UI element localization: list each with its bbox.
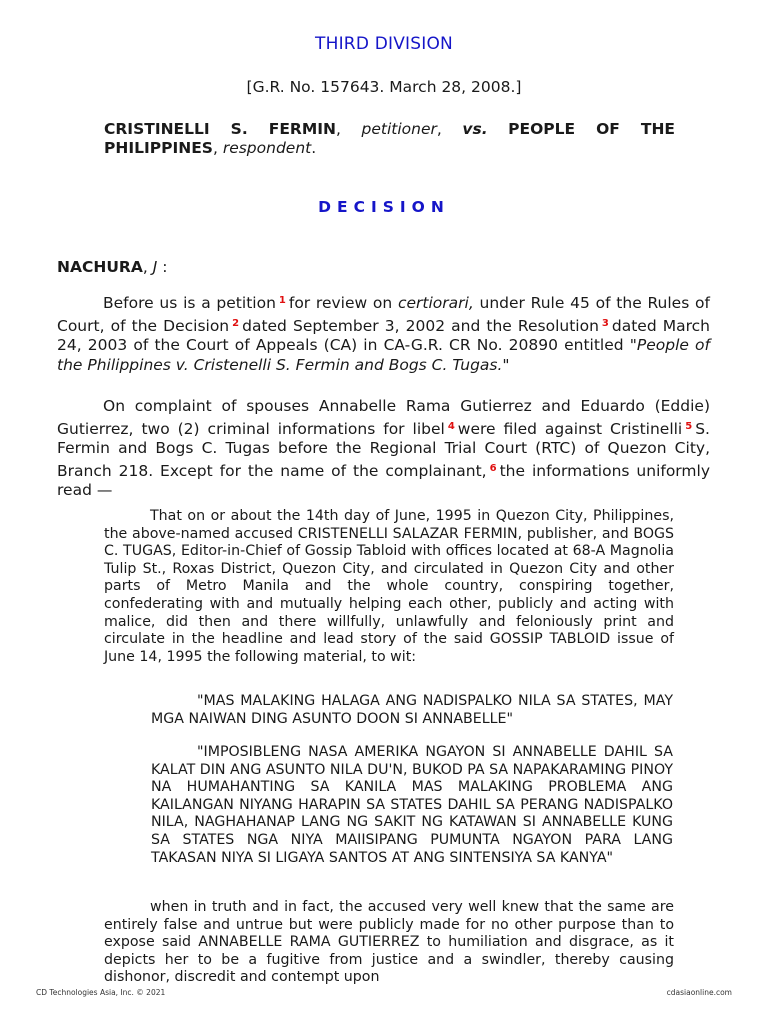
ponente-name: NACHURA: [57, 258, 143, 276]
ponente: NACHURA, J :: [57, 258, 168, 276]
information-quote-continuation: when in truth and in fact, the accused very well knew that the same are entirely false and untrue but were publicly made for no other purpose than to expose said ANNABELLE RAMA GUTIERREZ to humiliation and disgrace, as it depicts her to be a fugitive from justice and a swindler, thereby causing dishonor, discredit and contempt upon: [104, 899, 674, 986]
footer-website: cdasiaonline.com: [666, 988, 732, 997]
information-quote: That on or about the 14th day of June, 1995 in Quezon City, Philippines, the above-named accused CRISTENELLI SALAZAR FERMIN, publisher, and BOGS C. TUGAS, Editor-in-Chief of Gossip Tabloid with offices located at 68-A Magnolia Tulip St., Roxas District, Quezon City, and circulated in Quezon City and other parts of Metro Manila and the whole country, conspiring together, confederating with and mutually helping each other, publicly and acting with malice, did then and there willfully, unlawfully and feloniously print and circulate in the headline and lead story of the said GOSSIP TABLOID issue of June 14, 1995 the following material, to wit:: [104, 508, 674, 665]
paragraph-complaint: On complaint of spouses Annabelle Rama Gutierrez and Eduardo (Eddie) Gutierrez, two (2) criminal informations for libel $^4$ were filed against Cristinelli $^5$ S. Fermin and Bogs C. Tugas before the Regional Trial Court (RTC) of Quezon City, Branch 218. Except for the name of the complainant, $^6$ the informations uniformly read —: [57, 397, 710, 500]
petitioner-name: CRISTINELLI S. FERMIN: [104, 120, 337, 138]
footnote-link[interactable]: 6: [489, 462, 497, 474]
division-heading: THIRD DIVISION: [315, 34, 453, 54]
decision-title: DECISION: [318, 198, 450, 216]
footnote-link[interactable]: 4: [447, 420, 455, 432]
paragraph-petition: Before us is a petition $^1$ for review on certiorari, under Rule 45 of the Rules of Court, of the Decision $^2$ dated September 3, 2002 and the Resolution $^3$ dated March 24, 2003 of the Court of Appeals (CA) in CA-G.R. CR No. 20890 entitled "People of the Philippines v. Cristenelli S. Fermin and Bogs C. Tugas.": [57, 294, 710, 374]
tabloid-headline-2: "IMPOSIBLENG NASA AMERIKA NGAYON SI ANNABELLE DAHIL SA KALAT DIN ANG ASUNTO NILA DU'N, BUKOD PA SA NAPAKARAMING PINOY NA HUMAHANTING SA KANILA MAS MALAKING PROBLEMA ANG KAILANGAN NIYANG HARAPIN SA STATES DAHIL SA PERANG NADISPALKO NILA, NAGHAHANAP LANG NG SAKIT NG KATAWAN SI ANNABELLE KUNG SA STATES NGA NIYA MAIISIPANG PUMUNTA NGAYON PARA LANG TAKASAN NIYA SI LIGAYA SANTOS AT ANG SINTENSIYA SA KANYA": [151, 744, 673, 866]
footnote-link[interactable]: 2: [232, 317, 240, 329]
case-number: [G.R. No. 157643. March 28, 2008.]: [246, 78, 522, 96]
versus-label: vs.: [462, 120, 488, 138]
respondent-role: respondent: [222, 139, 312, 157]
case-parties: CRISTINELLI S. FERMIN, petitioner, vs. PEOPLE OF THE PHILIPPINES, respondent.: [104, 120, 676, 157]
petitioner-role: petitioner: [361, 120, 437, 138]
ponente-suffix: J: [152, 258, 158, 276]
page-footer: [0, 988, 768, 1002]
footnote-link[interactable]: 3: [601, 317, 609, 329]
footnote-link[interactable]: 1: [278, 295, 286, 306]
respondent-name: PEOPLE OF THE PHILIPPINES: [104, 120, 676, 157]
tabloid-headline-1: "MAS MALAKING HALAGA ANG NADISPALKO NILA SA STATES, MAY MGA NAIWAN DING ASUNTO DOON SI ANNABELLE": [151, 693, 673, 727]
footnote-link[interactable]: 5: [685, 420, 693, 432]
footer-copyright: CD Technologies Asia, Inc. © 2021: [36, 988, 166, 997]
